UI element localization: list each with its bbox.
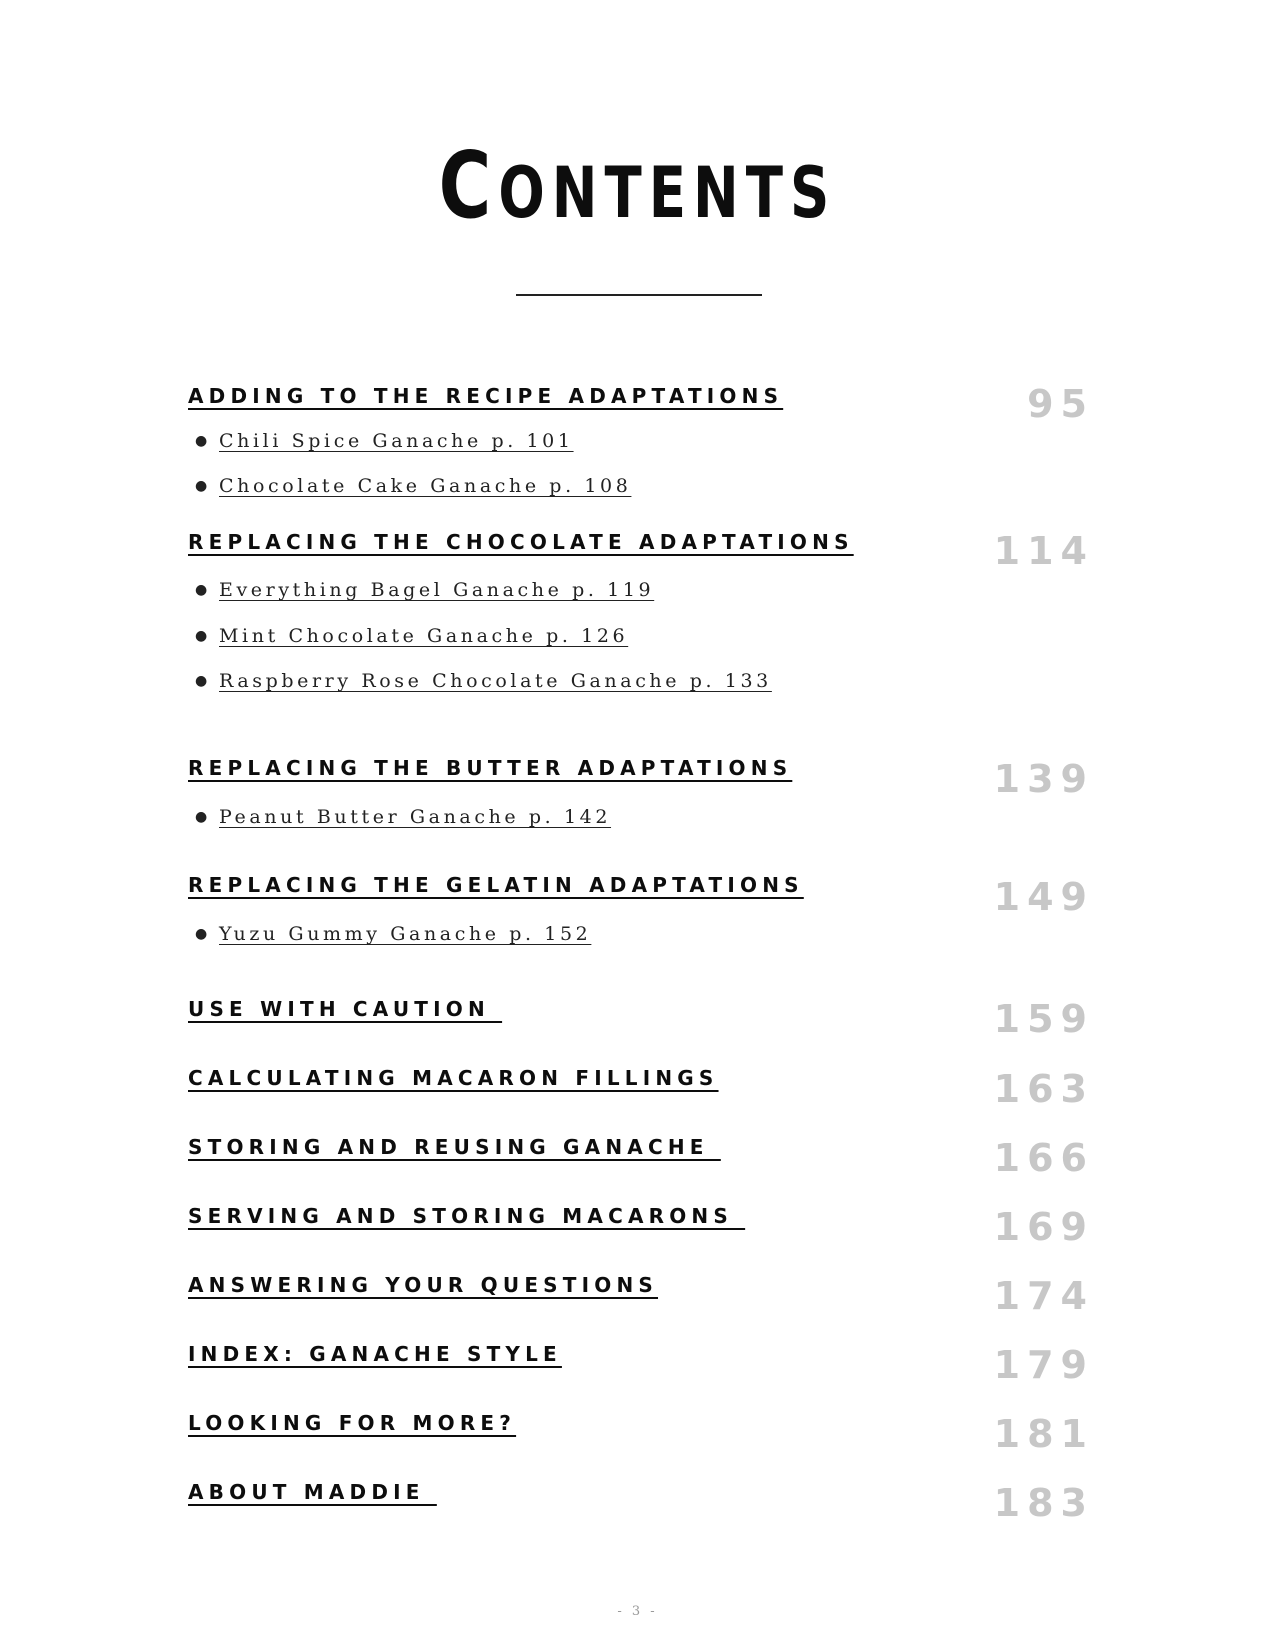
toc-section-use-with-caution[interactable]: USE WITH CAUTION xyxy=(188,997,503,1021)
toc-section-replacing-chocolate[interactable]: REPLACING THE CHOCOLATE ADAPTATIONS xyxy=(188,530,854,554)
toc-section-calculating-fillings[interactable]: CALCULATING MACARON FILLINGS xyxy=(188,1066,719,1090)
toc-page-number: 114 xyxy=(993,529,1094,573)
toc-subitem-link[interactable]: Raspberry Rose Chocolate Ganache p. 133 xyxy=(219,670,772,692)
toc-page-number: 169 xyxy=(993,1205,1094,1249)
bullet-icon: ● xyxy=(195,478,211,494)
toc-page-number: 95 xyxy=(1027,382,1094,426)
toc-page-number: 179 xyxy=(993,1343,1094,1387)
toc-page-number: 166 xyxy=(993,1136,1094,1180)
toc-page-number: 181 xyxy=(993,1412,1094,1456)
toc-subitem xyxy=(195,581,654,600)
bullet-icon: ● xyxy=(195,926,211,942)
toc-subitem-link[interactable]: Mint Chocolate Ganache p. 126 xyxy=(219,625,629,647)
toc-section-answering-questions[interactable]: ANSWERING YOUR QUESTIONS xyxy=(188,1273,659,1297)
toc-page-number: 159 xyxy=(993,997,1094,1041)
toc-subitem-link[interactable]: Chocolate Cake Ganache p. 108 xyxy=(219,475,632,497)
bullet-icon: ● xyxy=(195,433,211,449)
bullet-icon: ● xyxy=(195,582,211,598)
toc-subitem xyxy=(195,808,611,827)
toc-subitem-link[interactable]: Yuzu Gummy Ganache p. 152 xyxy=(219,923,592,945)
toc-subitem-link[interactable]: Everything Bagel Ganache p. 119 xyxy=(219,579,655,601)
bullet-icon: ● xyxy=(195,628,211,644)
toc-section-about-maddie[interactable]: ABOUT MADDIE xyxy=(188,1480,437,1504)
toc-section-index[interactable]: INDEX: GANACHE STYLE xyxy=(188,1342,562,1366)
toc-subitem-link[interactable]: Peanut Butter Ganache p. 142 xyxy=(219,806,612,828)
page-title-initial: C xyxy=(438,132,499,239)
toc-subitem xyxy=(195,627,628,646)
toc-subitem xyxy=(195,672,772,691)
toc-section-adding-to-recipe[interactable]: ADDING TO THE RECIPE ADAPTATIONS xyxy=(188,384,784,408)
toc-page-number: 149 xyxy=(993,875,1094,919)
bullet-icon: ● xyxy=(195,673,211,689)
page-footer-number: - 3 - xyxy=(617,1604,658,1619)
toc-page-number: 163 xyxy=(993,1067,1094,1111)
toc-subitem xyxy=(195,925,591,944)
toc-subitem-link[interactable]: Chili Spice Ganache p. 101 xyxy=(219,430,574,452)
toc-section-storing-reusing[interactable]: STORING AND REUSING GANACHE xyxy=(188,1135,721,1159)
toc-page-number: 174 xyxy=(993,1274,1094,1318)
page-title-rest: ONTENTS xyxy=(498,152,837,234)
toc-section-replacing-butter[interactable]: REPLACING THE BUTTER ADAPTATIONS xyxy=(188,756,793,780)
toc-subitem xyxy=(195,432,574,451)
toc-section-looking-for-more[interactable]: LOOKING FOR MORE? xyxy=(188,1411,517,1435)
toc-page-number: 139 xyxy=(993,757,1094,801)
toc-section-replacing-gelatin[interactable]: REPLACING THE GELATIN ADAPTATIONS xyxy=(188,873,804,897)
toc-section-serving-storing[interactable]: SERVING AND STORING MACARONS xyxy=(188,1204,746,1228)
bullet-icon: ● xyxy=(195,809,211,825)
toc-page-number: 183 xyxy=(993,1481,1094,1525)
toc-subitem xyxy=(195,477,631,496)
